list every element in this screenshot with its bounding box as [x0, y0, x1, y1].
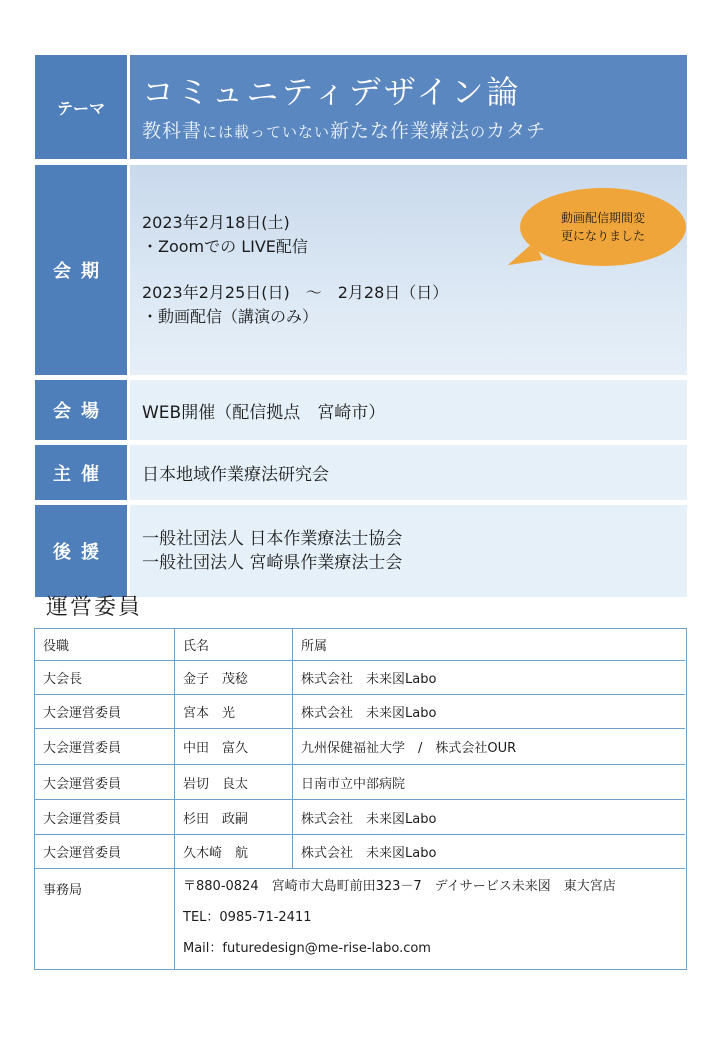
theme-subtitle-part: の	[470, 122, 487, 141]
name-cell: 金子 茂稔	[175, 661, 293, 694]
name-cell: 久木崎 航	[175, 835, 293, 868]
venue-row	[35, 380, 687, 440]
name-cell: 宮本 光	[175, 695, 293, 728]
name-cell: 杉田 政嗣	[175, 800, 293, 834]
affiliation-cell: 株式会社 未来図Labo	[301, 811, 437, 827]
live-date: 2023年2月18日(土)	[142, 213, 290, 232]
table-row	[35, 729, 685, 765]
table-row	[35, 695, 685, 729]
role-cell: 大会長	[35, 661, 175, 694]
table-header-row	[35, 629, 685, 661]
role-cell: 大会運営委員	[35, 835, 175, 868]
table-row	[35, 835, 685, 869]
venue-value: WEB開催（配信拠点 宮崎市）	[142, 402, 386, 423]
support-value: 一般社団法人 宮崎県作業療法士会	[142, 553, 403, 573]
office-tel: TEL：0985-71-2411	[183, 910, 312, 925]
affiliation-cell: 株式会社 未来図Labo	[301, 706, 437, 721]
theme-subtitle-part: 教科書	[142, 119, 203, 142]
host-label: 主催	[35, 445, 127, 500]
notice-line: 動画配信期間変	[560, 211, 645, 225]
support-body	[130, 505, 687, 597]
theme-subtitle-part: 載っていない	[234, 122, 331, 141]
office-mail: Mail：futuredesign@me-rise-labo.com	[183, 941, 431, 956]
theme-subtitle-part: には	[202, 122, 235, 141]
venue-label: 会場	[35, 380, 127, 440]
table-row	[35, 800, 685, 835]
theme-subtitle-part: 新たな作業療法	[330, 119, 471, 142]
support-value: 一般社団法人 日本作業療法士協会	[142, 529, 403, 549]
office-row	[35, 869, 685, 969]
venue-body	[130, 380, 687, 440]
theme-row	[35, 55, 687, 159]
event-info-block	[35, 55, 687, 573]
table-row	[35, 765, 685, 800]
role-cell: 大会運営委員	[35, 765, 175, 799]
role-cell: 大会運営委員	[35, 695, 175, 728]
host-body	[130, 445, 687, 500]
affiliation-cell: 日南市立中部病院	[301, 776, 406, 792]
theme-subtitle	[142, 116, 687, 143]
affiliation-cell: 九州保健福祉大学 / 株式会社OUR	[301, 741, 517, 756]
office-contact	[175, 869, 685, 969]
header-role: 役職	[35, 629, 175, 660]
role-cell: 大会運営委員	[35, 729, 175, 764]
table-row	[35, 661, 685, 695]
committee-heading: 運営委員	[46, 595, 143, 620]
header-name: 氏名	[175, 629, 293, 660]
role-cell: 大会運営委員	[35, 800, 175, 834]
period-label: 会期	[35, 165, 127, 375]
name-cell: 岩切 良太	[175, 765, 293, 799]
support-row	[35, 505, 687, 597]
live-note: ・Zoomでの LIVE配信	[142, 237, 308, 256]
theme-title: コミュニティデザイン論	[142, 72, 522, 111]
name-cell: 中田 富久	[175, 729, 293, 764]
notice-line: 更になりました	[560, 229, 645, 243]
header-affiliation: 所属	[301, 639, 328, 654]
support-label: 後援	[35, 505, 127, 597]
video-note: ・動画配信（講演のみ）	[142, 307, 319, 326]
theme-label: テーマ	[35, 55, 127, 159]
notice-bubble	[520, 188, 686, 266]
theme-subtitle-part: カタチ	[486, 119, 547, 142]
video-dates: 2023年2月25日(日) ～ 2月28日（日）	[142, 283, 449, 302]
theme-body	[130, 55, 687, 159]
committee-table	[34, 628, 687, 970]
office-address: 〒880-0824 宮崎市大島町前田323－7 デイサービス未来図 東大宮店	[183, 879, 616, 894]
affiliation-cell: 株式会社 未来図Labo	[301, 672, 437, 687]
office-role: 事務局	[35, 869, 175, 969]
host-value: 日本地域作業療法研究会	[142, 465, 329, 485]
affiliation-cell: 株式会社 未来図Labo	[301, 846, 437, 861]
host-row	[35, 445, 687, 500]
